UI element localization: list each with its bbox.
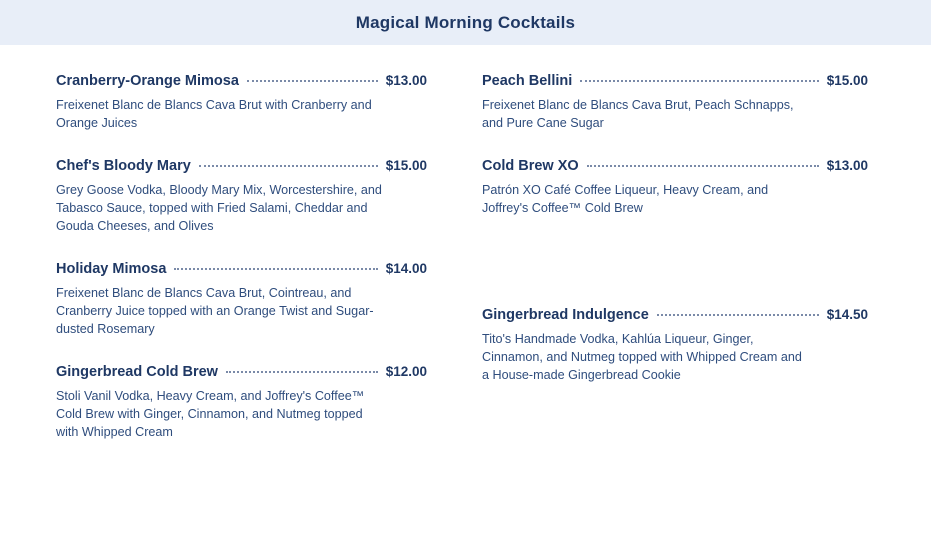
- menu-item-price: $14.50: [826, 307, 868, 322]
- menu-item-name: Holiday Mimosa: [56, 261, 167, 277]
- menu-item-price: $15.00: [385, 158, 427, 173]
- leader-dots: [199, 164, 378, 167]
- menu-item-description: Stoli Vanil Vodka, Heavy Cream, and Joffrey's Coffee™ Cold Brew with Ginger, Cinnamon, and Nutmeg topped with Whipped Cream: [56, 389, 365, 439]
- menu-item-description: Freixenet Blanc de Blancs Cava Brut with Cranberry and Orange Juices: [56, 98, 372, 130]
- menu-item-description: Freixenet Blanc de Blancs Cava Brut, Cointreau, and Cranberry Juice topped with an Orange Twist and Sugar-dusted Rosemary: [56, 286, 374, 336]
- menu-item: [482, 307, 868, 384]
- leader-dots: [226, 370, 378, 373]
- menu-item-head: [56, 73, 427, 89]
- menu-item-name: Chef's Bloody Mary: [56, 158, 191, 174]
- menu-item: [56, 158, 427, 235]
- menu-item: [56, 261, 427, 338]
- menu-item-name: Gingerbread Cold Brew: [56, 364, 218, 380]
- menu-item-description: Tito's Handmade Vodka, Kahlúa Liqueur, Ginger, Cinnamon, and Nutmeg topped with Whipped Cream and a House-made Gingerbread Cookie: [482, 332, 802, 382]
- menu-item: [482, 158, 868, 217]
- menu-item-head: [482, 158, 868, 174]
- menu-item-price: $12.00: [385, 364, 427, 379]
- menu-item-name: Cranberry-Orange Mimosa: [56, 73, 239, 89]
- leader-dots: [174, 267, 377, 270]
- leader-dots: [580, 79, 818, 82]
- menu-item-head: [482, 73, 868, 89]
- menu-item-name: Cold Brew XO: [482, 158, 579, 174]
- leader-dots: [247, 79, 378, 82]
- menu-item-price: $15.00: [826, 73, 868, 88]
- menu-item-head: [56, 364, 427, 380]
- menu-item-head: [56, 261, 427, 277]
- menu-column-left: [0, 73, 441, 467]
- menu-item-description: Grey Goose Vodka, Bloody Mary Mix, Worcestershire, and Tabasco Sauce, topped with Fried Salami, Cheddar and Gouda Cheeses, and Olives: [56, 183, 382, 233]
- menu-item-price: $14.00: [385, 261, 427, 276]
- menu-item-price: $13.00: [385, 73, 427, 88]
- menu-item-description: Freixenet Blanc de Blancs Cava Brut, Peach Schnapps, and Pure Cane Sugar: [482, 98, 794, 130]
- menu-item: [56, 73, 427, 132]
- leader-dots: [587, 164, 819, 167]
- leader-dots: [657, 313, 819, 316]
- menu-item-price: $13.00: [826, 158, 868, 173]
- menu-body: [0, 45, 931, 467]
- menu-item-head: [56, 158, 427, 174]
- menu-item-head: [482, 307, 868, 323]
- menu-item-description: Patrón XO Café Coffee Liqueur, Heavy Cream, and Joffrey's Coffee™ Cold Brew: [482, 183, 769, 215]
- menu-item: [482, 73, 868, 132]
- page-title: Magical Morning Cocktails: [355, 12, 576, 32]
- menu-header: [0, 0, 931, 45]
- menu-column-right: [441, 73, 882, 467]
- menu-item-name: Peach Bellini: [482, 73, 573, 89]
- menu-item-name: Gingerbread Indulgence: [482, 307, 649, 323]
- menu-item: [56, 364, 427, 441]
